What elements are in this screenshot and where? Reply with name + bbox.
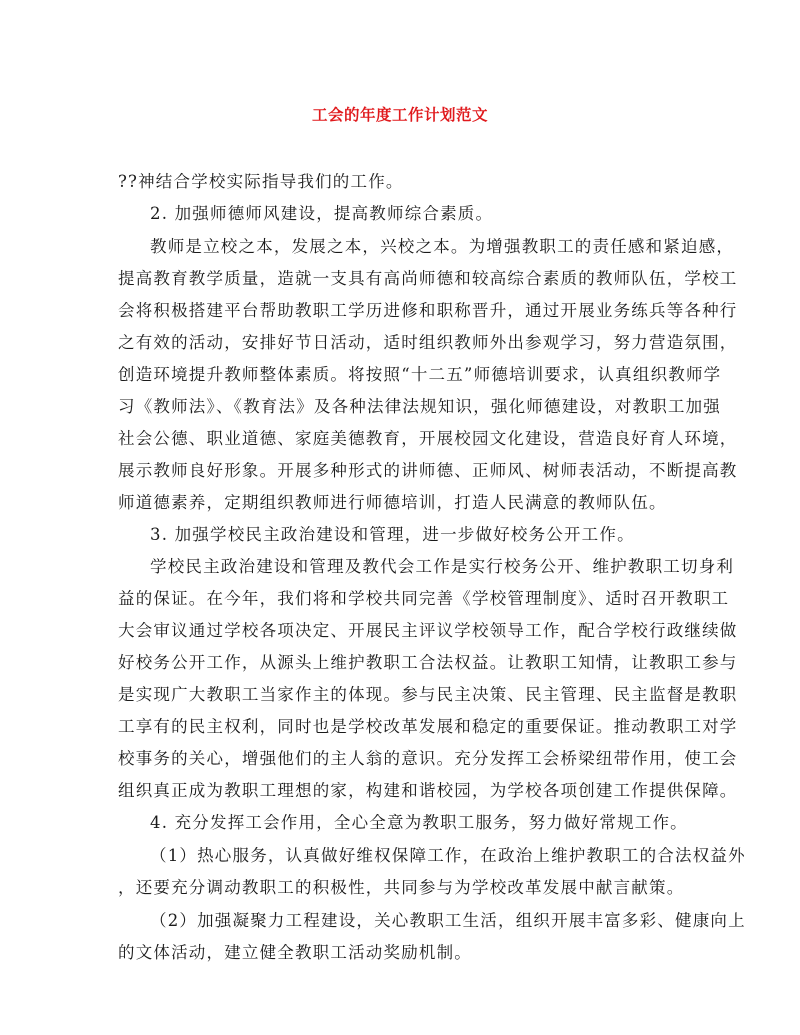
text-line: 学校民主政治建设和管理及教代会工作是实行校务公开、维护教职工切身利: [150, 557, 735, 576]
text-line: 校事务的关心，增强他们的主人翁的意识。充分发挥工会桥梁纽带作用，使工会: [118, 749, 738, 768]
text-line: 的文体活动，建立健全教职工活动奖励机制。: [118, 943, 472, 962]
text-line: 教师是立校之本，发展之本，兴校之本。为增强教职工的责任感和紧迫感，: [150, 237, 735, 256]
text-line: （1）热心服务，认真做好维权保障工作，在政治上维护教职工的合法权益外: [150, 846, 746, 865]
text-line: 好校务公开工作，从源头上维护教职工合法权益。让教职工知情，让教职工参与: [118, 653, 738, 672]
text-line: 社会公德、职业道德、家庭美德教育，开展校园文化建设，营造良好育人环境，: [118, 429, 738, 448]
text-line: 展示教师良好形象。开展多种形式的讲师德、正师风、树师表活动，不断提高教: [118, 461, 738, 480]
section-heading: 2. 加强师德师风建设，提高教师综合素质。: [150, 204, 494, 223]
text-line: 会将积极搭建平台帮助教职工学历进修和职称晋升，通过开展业务练兵等各种行: [118, 301, 738, 320]
text-line: ??神结合学校实际指导我们的工作。: [118, 172, 404, 191]
text-line: 创造环境提升教师整体素质。将按照“十二五”师德培训要求，认真组织教师学: [118, 365, 722, 384]
text-line: 益的保证。在今年，我们将和学校共同完善《学校管理制度》、适时召开教职工: [118, 589, 730, 608]
text-line: （2）加强凝聚力工程建设，关心教职工生活，组织开展丰富多彩、健康向上: [150, 911, 746, 930]
text-line: 习《教师法》、《教育法》及各种法律法规知识，强化师德建设，对教职工加强: [118, 397, 721, 416]
section-heading: 4. 充分发挥工会作用，全心全意为教职工服务，努力做好常规工作。: [150, 813, 688, 832]
text-line: 组织真正成为教职工理想的家，构建和谐校园，为学校各项创建工作提供保障。: [118, 781, 738, 800]
section-heading: 3. 加强学校民主政治建设和管理，进一步做好校务公开工作。: [150, 525, 635, 544]
text-line: 大会审议通过学校各项决定、开展民主评议学校领导工作，配合学校行政继续做: [118, 621, 738, 640]
text-line: 之有效的活动，安排好节日活动，适时组织教师外出参观学习，努力营造氛围，: [118, 333, 738, 352]
text-line: 工享有的民主权利，同时也是学校改革发展和稳定的重要保证。推动教职工对学: [118, 717, 738, 736]
text-line: 是实现广大教职工当家作主的体现。参与民主决策、民主管理、民主监督是教职: [118, 685, 738, 704]
text-line: 师道德素养，定期组织教师进行师德培训，打造人民满意的教师队伍。: [118, 493, 667, 512]
document-title: 工会的年度工作计划范文: [311, 106, 488, 124]
text-line: 提高教育教学质量，造就一支具有高尚师德和较高综合素质的教师队伍，学校工: [118, 269, 738, 288]
text-line: ，还要充分调动教职工的积极性，共同参与为学校改革发展中献言献策。: [118, 878, 685, 897]
